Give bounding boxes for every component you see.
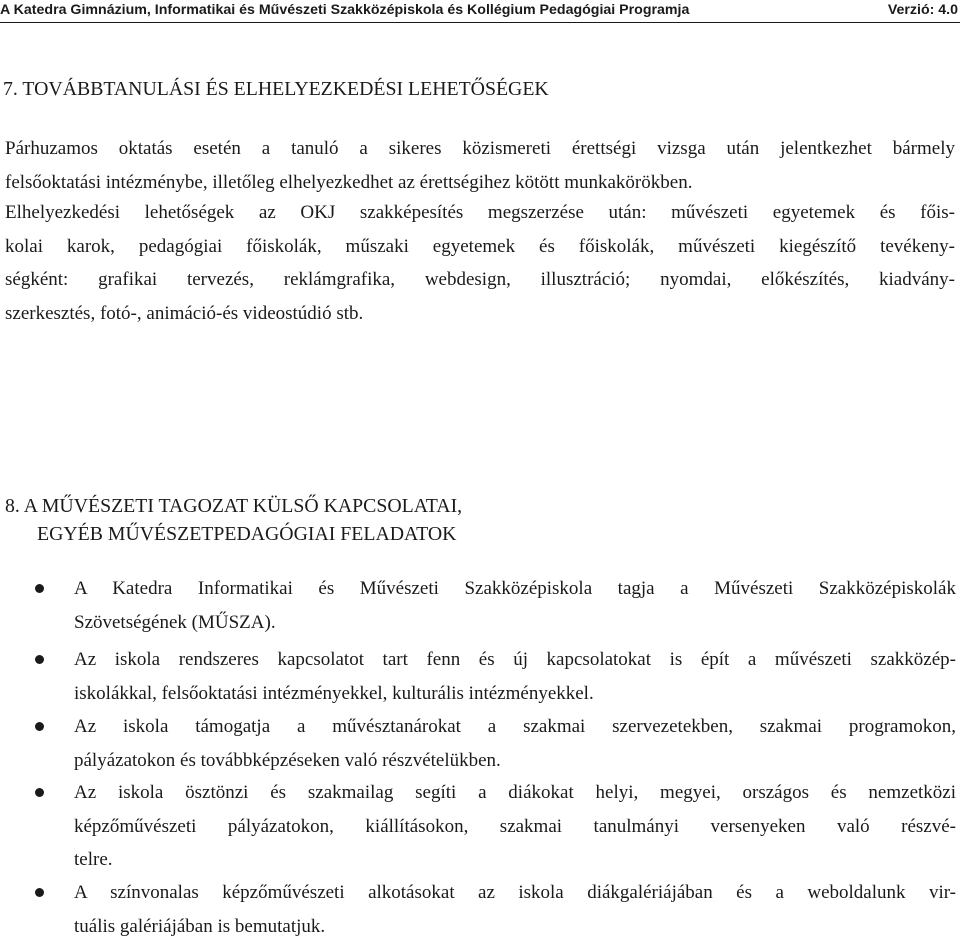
text-line: iskolákkal, felsőoktatási intézményekkel, kulturális intézményekkel. xyxy=(74,677,956,711)
text-line: felsőoktatási intézménybe, illetőleg elhelyezkedhet az érettségihez kötött munkakörökben. xyxy=(5,166,955,200)
text-line: tuális galériájában is bemutatjuk. xyxy=(74,910,956,943)
text-line: Az iskola rendszeres kapcsolatot tart fenn és új kapcsolatokat is épít a művészeti szakközép- xyxy=(74,643,956,677)
section-8-heading-line-2: EGYÉB MŰVÉSZETPEDAGÓGIAI FELADATOK xyxy=(5,520,462,548)
bullet-icon xyxy=(35,722,44,731)
list-item-text xyxy=(74,876,956,943)
text-line: Az iskola ösztönzi és szakmailag segíti a diákokat helyi, megyei, országos és nemzetközi xyxy=(74,776,956,810)
text-line: képzőművészeti pályázatokon, kiállításokon, szakmai tanulmányi versenyeken való részvé- xyxy=(74,810,956,844)
text-line: Párhuzamos oktatás esetén a tanuló a sikeres közismereti érettségi vizsga után jelentkezhet bármely xyxy=(5,132,955,166)
list-item-text xyxy=(74,710,956,777)
list-item-text xyxy=(74,643,956,710)
section-7-paragraph-1 xyxy=(5,132,955,199)
list-item-text xyxy=(74,572,956,639)
bullet-icon xyxy=(35,888,44,897)
text-line: A Katedra Informatikai és Művészeti Szakközépiskola tagja a Művészeti Szakközépiskolák xyxy=(74,572,956,606)
bullet-icon xyxy=(35,788,44,797)
document-title: A Katedra Gimnázium, Informatikai és Művészeti Szakközépiskola és Kollégium Pedagógiai Programja xyxy=(0,0,689,20)
section-8-heading-line-1: 8. A MŰVÉSZETI TAGOZAT KÜLSŐ KAPCSOLATAI, xyxy=(5,492,462,520)
page-header xyxy=(0,0,960,23)
bullet-icon xyxy=(35,655,44,664)
bullet-icon xyxy=(35,584,44,593)
text-line: Elhelyezkedési lehetőségek az OKJ szakképesítés megszerzése után: művészeti egyetemek és főis- xyxy=(5,196,955,230)
text-line: telre. xyxy=(74,843,956,877)
section-7-paragraph-2 xyxy=(5,196,955,330)
section-8-heading xyxy=(5,492,462,548)
text-line: pályázatokon és továbbképzéseken való részvételükben. xyxy=(74,744,956,778)
list-item-text xyxy=(74,776,956,877)
version-label: Verzió: 4.0 xyxy=(888,0,958,20)
text-line: Szövetségének (MŰSZA). xyxy=(74,606,956,640)
text-line: szerkesztés, fotó-, animáció-és videostúdió stb. xyxy=(5,297,955,331)
text-line: ségként: grafikai tervezés, reklámgrafika, webdesign, illusztráció; nyomdai, előkészítés, kiadvány- xyxy=(5,263,955,297)
text-line: Az iskola támogatja a művésztanárokat a szakmai szervezetekben, szakmai programokon, xyxy=(74,710,956,744)
section-7-heading: 7. TOVÁBBTANULÁSI ÉS ELHELYEZKEDÉSI LEHETŐSÉGEK xyxy=(3,76,549,102)
text-line: kolai karok, pedagógiai főiskolák, műszaki egyetemek és főiskolák, művészeti kiegészítő tevékeny- xyxy=(5,230,955,264)
text-line: A színvonalas képzőművészeti alkotásokat az iskola diákgalériájában és a weboldalunk vir- xyxy=(74,876,956,910)
